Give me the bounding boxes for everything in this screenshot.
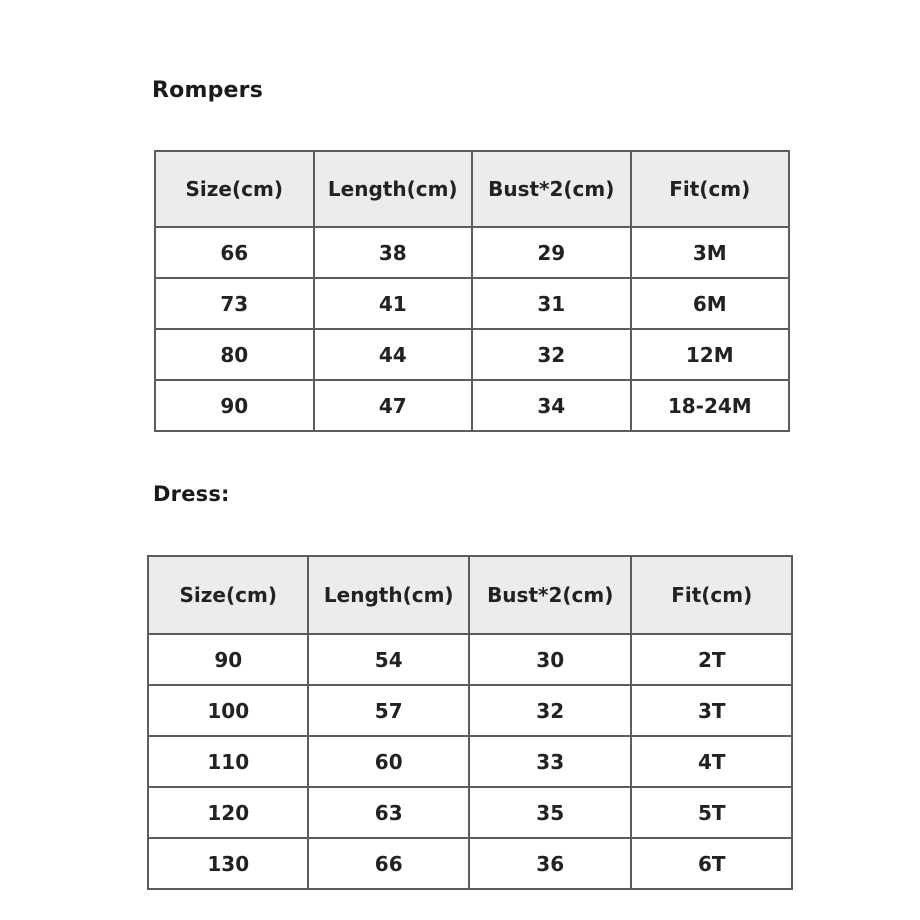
- bust-cell: 33: [469, 736, 632, 787]
- table-row: [148, 685, 792, 736]
- size-cell: 73: [155, 278, 314, 329]
- length-cell: 54: [308, 634, 468, 685]
- column-header-length: Length(cm): [308, 556, 468, 634]
- column-header-length: Length(cm): [314, 151, 473, 227]
- bust-cell: 31: [472, 278, 631, 329]
- dress-size-table: [147, 555, 793, 890]
- table-row: [148, 787, 792, 838]
- length-cell: 60: [308, 736, 468, 787]
- length-cell: 63: [308, 787, 468, 838]
- size-cell: 66: [155, 227, 314, 278]
- column-header-bust: Bust*2(cm): [472, 151, 631, 227]
- table-row: [148, 736, 792, 787]
- fit-cell: 3M: [631, 227, 790, 278]
- rompers-heading: Rompers: [152, 78, 263, 103]
- table-row: [155, 227, 789, 278]
- rompers-size-table: [154, 150, 790, 432]
- size-cell: 130: [148, 838, 308, 889]
- fit-cell: 4T: [631, 736, 792, 787]
- table-row: [155, 380, 789, 431]
- size-cell: 110: [148, 736, 308, 787]
- column-header-bust: Bust*2(cm): [469, 556, 632, 634]
- fit-cell: 6T: [631, 838, 792, 889]
- size-cell: 100: [148, 685, 308, 736]
- length-cell: 44: [314, 329, 473, 380]
- bust-cell: 29: [472, 227, 631, 278]
- table-header-row: [155, 151, 789, 227]
- bust-cell: 32: [469, 685, 632, 736]
- bust-cell: 36: [469, 838, 632, 889]
- bust-cell: 32: [472, 329, 631, 380]
- table-row: [148, 634, 792, 685]
- fit-cell: 18-24M: [631, 380, 790, 431]
- size-cell: 120: [148, 787, 308, 838]
- column-header-fit: Fit(cm): [631, 151, 790, 227]
- size-cell: 80: [155, 329, 314, 380]
- length-cell: 66: [308, 838, 468, 889]
- length-cell: 41: [314, 278, 473, 329]
- column-header-size: Size(cm): [155, 151, 314, 227]
- table-row: [155, 329, 789, 380]
- length-cell: 47: [314, 380, 473, 431]
- size-cell: 90: [148, 634, 308, 685]
- dress-heading: Dress:: [153, 482, 230, 506]
- fit-cell: 5T: [631, 787, 792, 838]
- column-header-fit: Fit(cm): [631, 556, 792, 634]
- fit-cell: 6M: [631, 278, 790, 329]
- size-cell: 90: [155, 380, 314, 431]
- bust-cell: 35: [469, 787, 632, 838]
- column-header-size: Size(cm): [148, 556, 308, 634]
- table-row: [155, 278, 789, 329]
- bust-cell: 34: [472, 380, 631, 431]
- bust-cell: 30: [469, 634, 632, 685]
- fit-cell: 12M: [631, 329, 790, 380]
- length-cell: 57: [308, 685, 468, 736]
- fit-cell: 3T: [631, 685, 792, 736]
- fit-cell: 2T: [631, 634, 792, 685]
- table-header-row: [148, 556, 792, 634]
- length-cell: 38: [314, 227, 473, 278]
- table-row: [148, 838, 792, 889]
